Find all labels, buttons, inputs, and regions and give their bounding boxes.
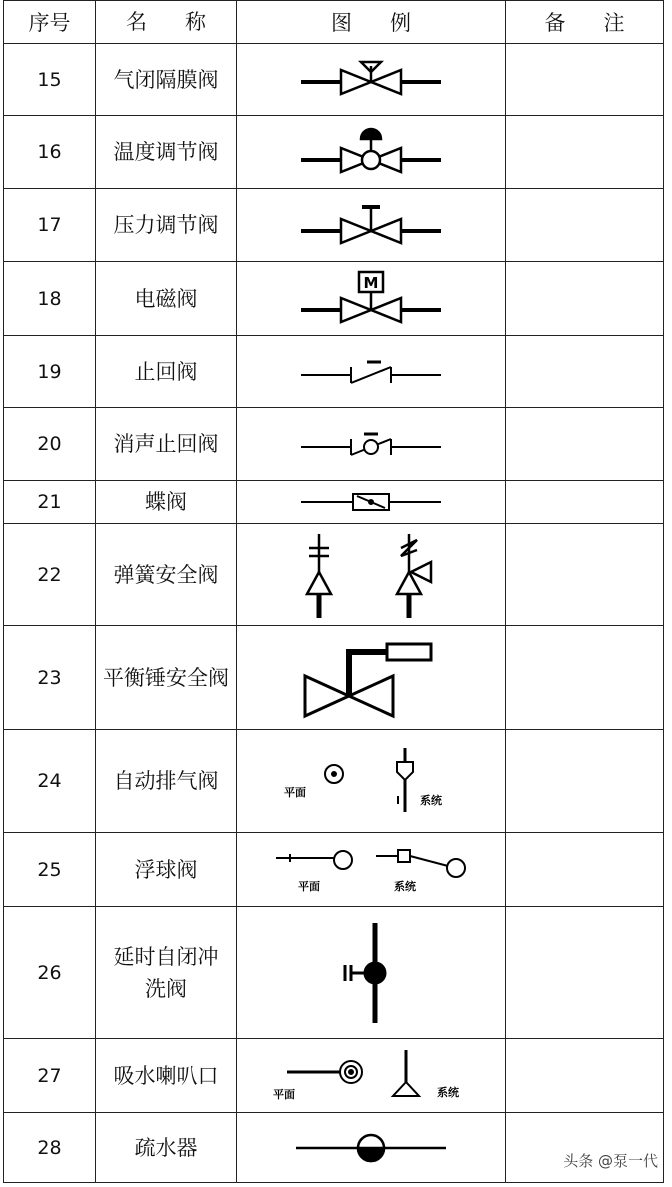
row-no: 26	[4, 907, 96, 1039]
header-symbol-text: 图例	[331, 11, 449, 35]
row-name: 蝶阀	[96, 481, 237, 524]
system-label: 系统	[420, 794, 442, 807]
row-no: 20	[4, 408, 96, 481]
row-name: 平衡锤安全阀	[96, 626, 237, 730]
spring-safety-valve-icon	[301, 532, 441, 618]
system-label: 系统	[394, 879, 416, 893]
row-name: 浮球阀	[96, 833, 237, 907]
float-valve-icon	[276, 844, 466, 896]
table-row	[4, 481, 664, 524]
valve-symbol-table	[3, 0, 664, 1183]
row-no: 18	[4, 262, 96, 336]
header-symbol	[237, 1, 506, 44]
row-no: 15	[4, 44, 96, 116]
row-name: 吸水喇叭口	[96, 1039, 237, 1113]
header-note-text: 备注	[544, 11, 663, 35]
row-name: 止回阀	[96, 336, 237, 408]
system-label: 系统	[437, 1085, 459, 1099]
header-no: 序号	[4, 1, 96, 44]
row-name: 电磁阀	[96, 262, 237, 336]
row-no: 21	[4, 481, 96, 524]
plan-label: 平面	[273, 1087, 295, 1101]
table-row	[4, 1113, 664, 1183]
table-row	[4, 1039, 664, 1113]
row-name	[96, 907, 237, 1039]
plan-label: 平面	[284, 786, 306, 799]
suction-bell-mouth-icon	[271, 1048, 471, 1104]
row-no: 16	[4, 116, 96, 189]
row-name: 自动排气阀	[96, 730, 237, 833]
table-row	[4, 44, 664, 116]
row-no: 25	[4, 833, 96, 907]
table-row	[4, 730, 664, 833]
table-row	[4, 524, 664, 626]
diaphragm-valve-icon	[301, 60, 441, 100]
table-row	[4, 626, 664, 730]
header-name	[96, 1, 244, 44]
header-name-text: 名称	[126, 10, 244, 34]
table-row	[4, 907, 664, 1039]
table-header-row	[4, 1, 664, 44]
row-name-text: 延时自闭冲洗阀	[113, 944, 219, 1001]
solenoid-valve-icon	[301, 270, 441, 328]
row-name: 压力调节阀	[96, 189, 237, 262]
steam-trap-icon	[296, 1133, 446, 1163]
butterfly-valve-icon	[301, 491, 441, 513]
row-no: 22	[4, 524, 96, 626]
header-note	[506, 1, 664, 44]
row-no: 27	[4, 1039, 96, 1113]
table-row	[4, 189, 664, 262]
row-name: 消声止回阀	[96, 408, 237, 481]
delay-flush-valve-icon	[341, 921, 401, 1025]
row-no: 24	[4, 730, 96, 833]
table-row	[4, 408, 664, 481]
counterweight-safety-valve-icon	[301, 636, 441, 720]
row-no: 28	[4, 1113, 96, 1183]
table-row	[4, 116, 664, 189]
watermark: 头条 @泵一代	[563, 1152, 658, 1170]
table-row	[4, 336, 664, 408]
silent-check-valve-icon	[301, 429, 441, 459]
row-no: 19	[4, 336, 96, 408]
solenoid-letter: M	[363, 273, 379, 292]
row-name: 气闭隔膜阀	[96, 44, 237, 116]
temperature-control-valve-icon	[301, 126, 441, 178]
plan-label: 平面	[298, 879, 320, 893]
check-valve-icon	[301, 357, 441, 387]
row-no: 17	[4, 189, 96, 262]
table-row	[4, 833, 664, 907]
automatic-air-vent-icon	[276, 746, 466, 816]
row-no: 23	[4, 626, 96, 730]
row-name: 温度调节阀	[96, 116, 237, 189]
row-name: 弹簧安全阀	[96, 524, 237, 626]
pressure-control-valve-icon	[301, 203, 441, 247]
table-row	[4, 262, 664, 336]
row-name: 疏水器	[96, 1113, 237, 1183]
